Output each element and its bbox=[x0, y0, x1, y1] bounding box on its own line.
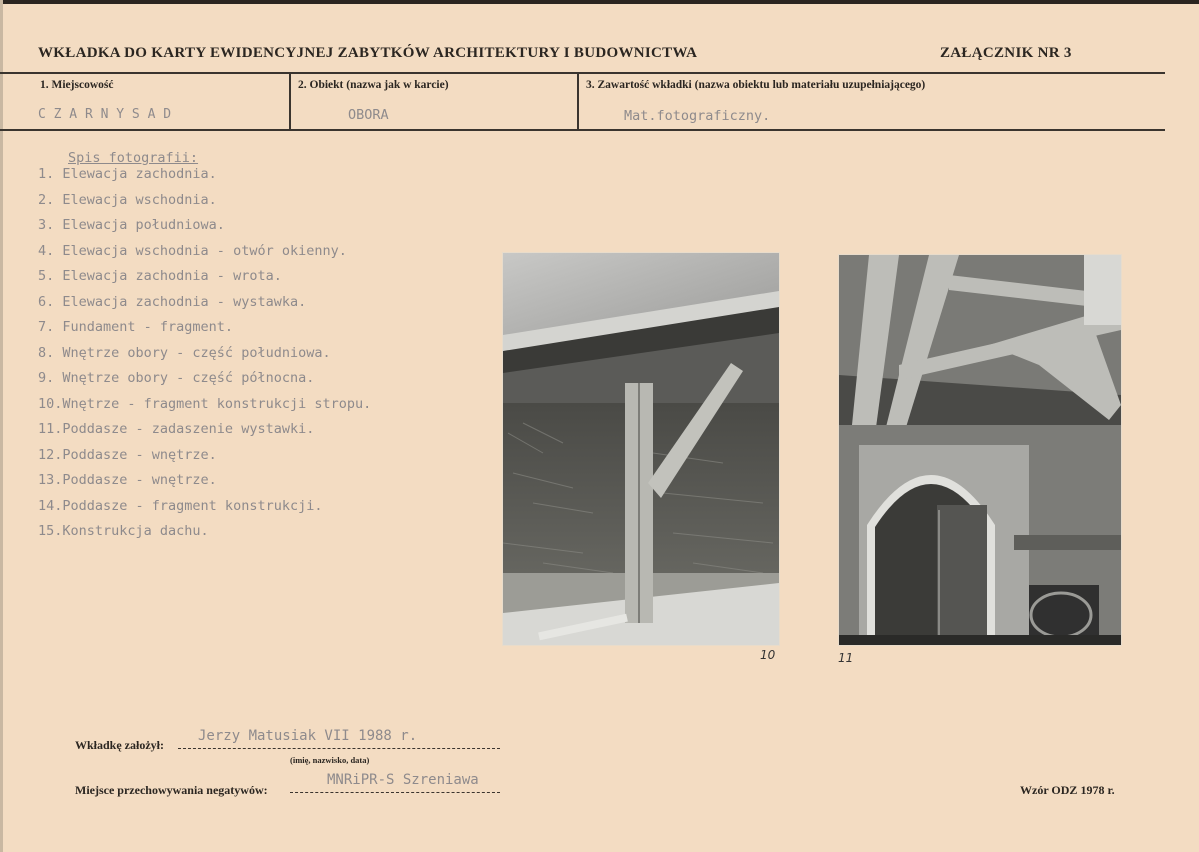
storage-value: MNRiPR-S Szreniawa bbox=[327, 772, 479, 788]
template-version: Wzór ODZ 1978 r. bbox=[1020, 783, 1115, 797]
document-title: WKŁADKA DO KARTY EWIDENCYJNEJ ZABYTKÓW ARCHITEKTURY I BUDOWNICTWA bbox=[38, 45, 698, 61]
photo-list-item: 5. Elewacja zachodnia - wrota. bbox=[38, 268, 282, 284]
photo-number-10: 10 bbox=[760, 648, 776, 662]
photo-list-title: Spis fotografii: bbox=[68, 150, 199, 166]
object-label: 2. Obiekt (nazwa jak w karcie) bbox=[298, 79, 449, 91]
header-rule-top bbox=[0, 72, 1165, 74]
attachment-number: ZAŁĄCZNIK NR 3 bbox=[940, 45, 1072, 61]
founder-line bbox=[178, 748, 500, 749]
storage-line bbox=[290, 792, 500, 793]
content-value: Mat.fotograficzny. bbox=[624, 108, 771, 124]
founder-hint: (imię, nazwisko, data) bbox=[290, 755, 370, 765]
photo-barn-interior bbox=[502, 252, 780, 646]
column-divider-1 bbox=[289, 74, 291, 129]
photo-list-item: 8. Wnętrze obory - część południowa. bbox=[38, 344, 331, 361]
photo-list-item: 12.Poddasze - wnętrze. bbox=[38, 446, 217, 463]
photo-list-item: 15.Konstrukcja dachu. bbox=[38, 523, 209, 539]
photo-list-item: 13.Poddasze - wnętrze. bbox=[38, 472, 217, 488]
header-rule-bottom bbox=[0, 129, 1165, 131]
founder-value: Jerzy Matusiak VII 1988 r. bbox=[198, 728, 418, 744]
photo-attic-arch bbox=[838, 254, 1122, 646]
photo-list-item: 11.Poddasze - zadaszenie wystawki. bbox=[38, 421, 315, 437]
founder-label: Wkładkę założył: bbox=[75, 738, 164, 752]
photo-list-item: 2. Elewacja wschodnia. bbox=[38, 191, 217, 208]
photo-list-item: 10.Wnętrze - fragment konstrukcji stropu. bbox=[38, 395, 372, 412]
photo-list-item: 6. Elewacja zachodnia - wystawka. bbox=[38, 293, 307, 310]
object-value: OBORA bbox=[348, 107, 389, 123]
left-border bbox=[0, 0, 3, 852]
place-value: C Z A R N Y S A D bbox=[38, 107, 172, 122]
photo-barn-interior-image bbox=[503, 253, 779, 645]
photo-list-item: 7. Fundament - fragment. bbox=[38, 319, 234, 335]
column-divider-2 bbox=[577, 74, 579, 129]
storage-label: Miejsce przechowywania negatywów: bbox=[75, 783, 268, 797]
photo-list-item: 3. Elewacja południowa. bbox=[38, 217, 225, 233]
top-border bbox=[0, 0, 1199, 4]
photo-list-item: 1. Elewacja zachodnia. bbox=[38, 166, 217, 182]
photo-list-item: 14.Poddasze - fragment konstrukcji. bbox=[38, 497, 323, 514]
photo-list bbox=[38, 166, 371, 549]
photo-attic-arch-image bbox=[839, 255, 1121, 645]
content-label: 3. Zawartość wkładki (nazwa obiektu lub materiału uzupełniającego) bbox=[586, 79, 926, 91]
place-label: 1. Miejscowość bbox=[40, 79, 114, 91]
photo-list-item: 9. Wnętrze obory - część północna. bbox=[38, 370, 315, 386]
photo-number-11: 11 bbox=[838, 651, 854, 665]
photo-list-item: 4. Elewacja wschodnia - otwór okienny. bbox=[38, 242, 347, 259]
